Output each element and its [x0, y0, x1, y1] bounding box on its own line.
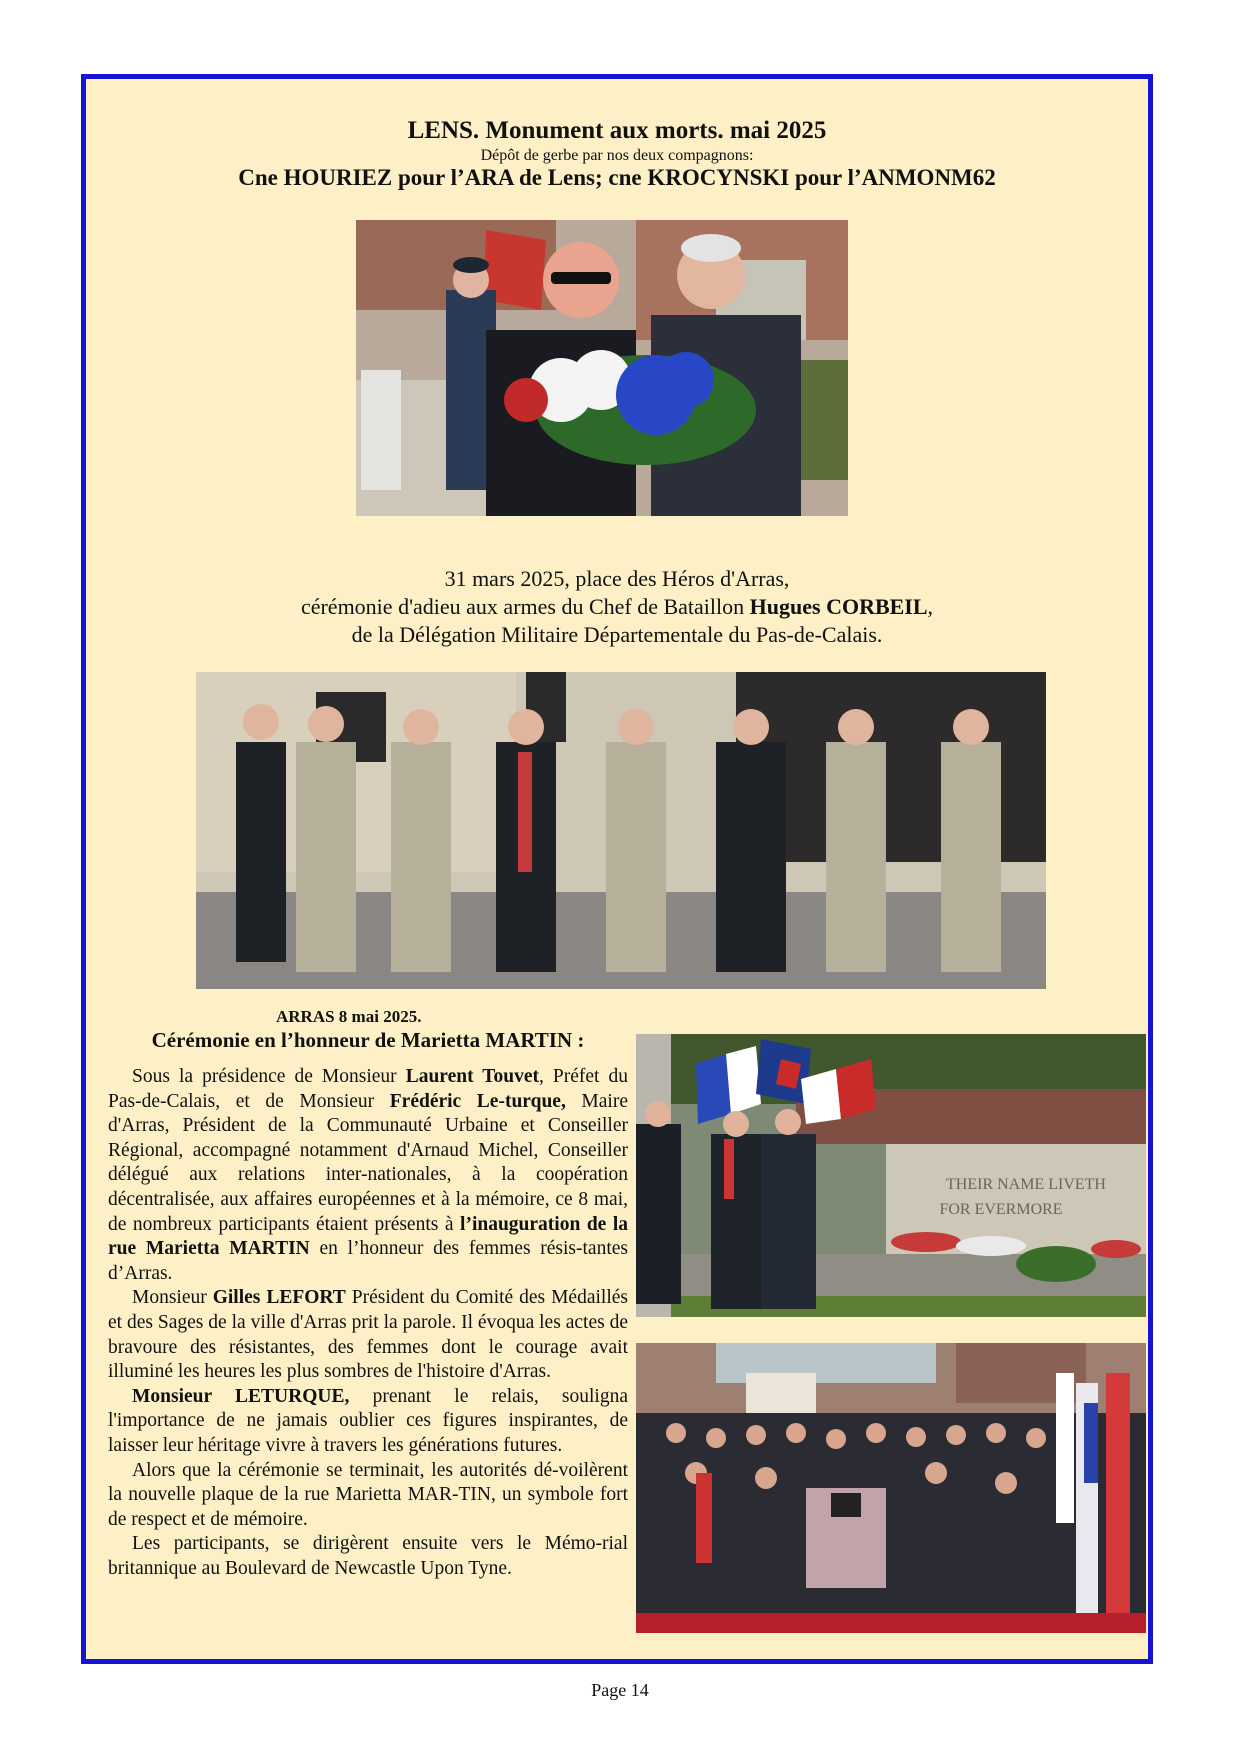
p1-d: Frédéric Le-turque, — [389, 1090, 566, 1112]
p1-b: Laurent Touvet — [405, 1066, 539, 1087]
corbeil-caption — [86, 565, 1148, 649]
corbeil-caption-line1: 31 mars 2025, place des Héros d'Arras, — [444, 566, 790, 591]
arras-title: Cérémonie en l’honneur de Marietta MARTIN : — [151, 1028, 585, 1052]
lens-title: LENS. Monument aux morts. mai 2025 — [407, 117, 827, 144]
lens-headline: Cne HOURIEZ pour l’ARA de Lens; cne KROCYNSKI pour l’ANMONM62 — [238, 165, 996, 190]
p2-b: Gilles LEFORT — [212, 1287, 346, 1309]
page-number: Page 14 — [591, 1680, 649, 1700]
lens-subtitle: Dépôt de gerbe par nos deux compagnons: — [480, 147, 754, 164]
photo-british-memorial — [636, 1034, 1146, 1317]
memorial-inscription-2: FOR EVERMORE — [939, 1201, 1063, 1218]
p2-c: Président du Comité des Médaillés et des Sages de la ville d'Arras prit la parole. Il évoqua les actes de bravoure des résistantes, des femmes dont le courage avait illuminé les heures les plus sombres de l'histoire d'Arras. — [108, 1287, 628, 1383]
article-paragraph-3 — [108, 1385, 628, 1459]
corbeil-caption-line3: de la Délégation Militaire Départementale du Pas-de-Calais. — [351, 622, 883, 647]
p3-b: prenant le relais, souligna l'importance de ne jamais oublier ces figures inspirantes, de laisser leur héritage vivre à travers les générations futures. — [108, 1385, 628, 1456]
corbeil-caption-name: Hugues CORBEIL — [749, 594, 928, 619]
photo-wreath-laying — [356, 220, 848, 516]
page-frame — [81, 74, 1153, 1664]
article-paragraph-1 — [108, 1065, 628, 1286]
arras-date: ARRAS 8 mai 2025. — [276, 1007, 422, 1026]
article-paragraph-5: Les participants, se dirigèrent ensuite vers le Mémo-rial britannique au Boulevard de Newcastle Upon Tyne. — [108, 1533, 628, 1579]
p2-a: Monsieur — [132, 1287, 213, 1309]
p1-f: l’inauguration de la rue Marietta MARTIN — [108, 1213, 628, 1260]
corbeil-caption-line2-post: , — [927, 594, 934, 619]
p1-a: Sous la présidence de Monsieur — [132, 1066, 406, 1087]
article-paragraph-4: Alors que la cérémonie se terminait, les autorités dé-voilèrent la nouvelle plaque de la rue Marietta MAR-TIN, un symbole fort de respect et de mémoire. — [108, 1459, 628, 1530]
memorial-inscription-1: THEIR NAME LIVETH — [946, 1176, 1106, 1193]
photo-military-lineup — [196, 672, 1046, 989]
article-paragraph-2 — [108, 1286, 628, 1384]
corbeil-caption-line2 — [86, 593, 1148, 621]
p1-e: Maire d'Arras, Président de la Communauté Urbaine et Conseiller Régional, accompagné notamment d'Arnaud Michel, Conseiller délégué aux relations inter-nationales, à la coopération décentralisée, aux affaires européennes et à la mémoire, ce 8 mai, de nombreux participants étaient présents à — [108, 1090, 628, 1235]
p1-g: en l’honneur des femmes résis-tantes d’Arras. — [108, 1238, 628, 1284]
corbeil-caption-line2-pre: cérémonie d'adieu aux armes du Chef de Bataillon — [300, 594, 750, 619]
p1-c: , Préfet du Pas-de-Calais, et de Monsieur — [108, 1066, 629, 1112]
arras-article — [108, 1065, 628, 1581]
p3-a: Monsieur LETURQUE, — [132, 1385, 350, 1407]
photo-plaque-unveiling — [636, 1343, 1146, 1633]
